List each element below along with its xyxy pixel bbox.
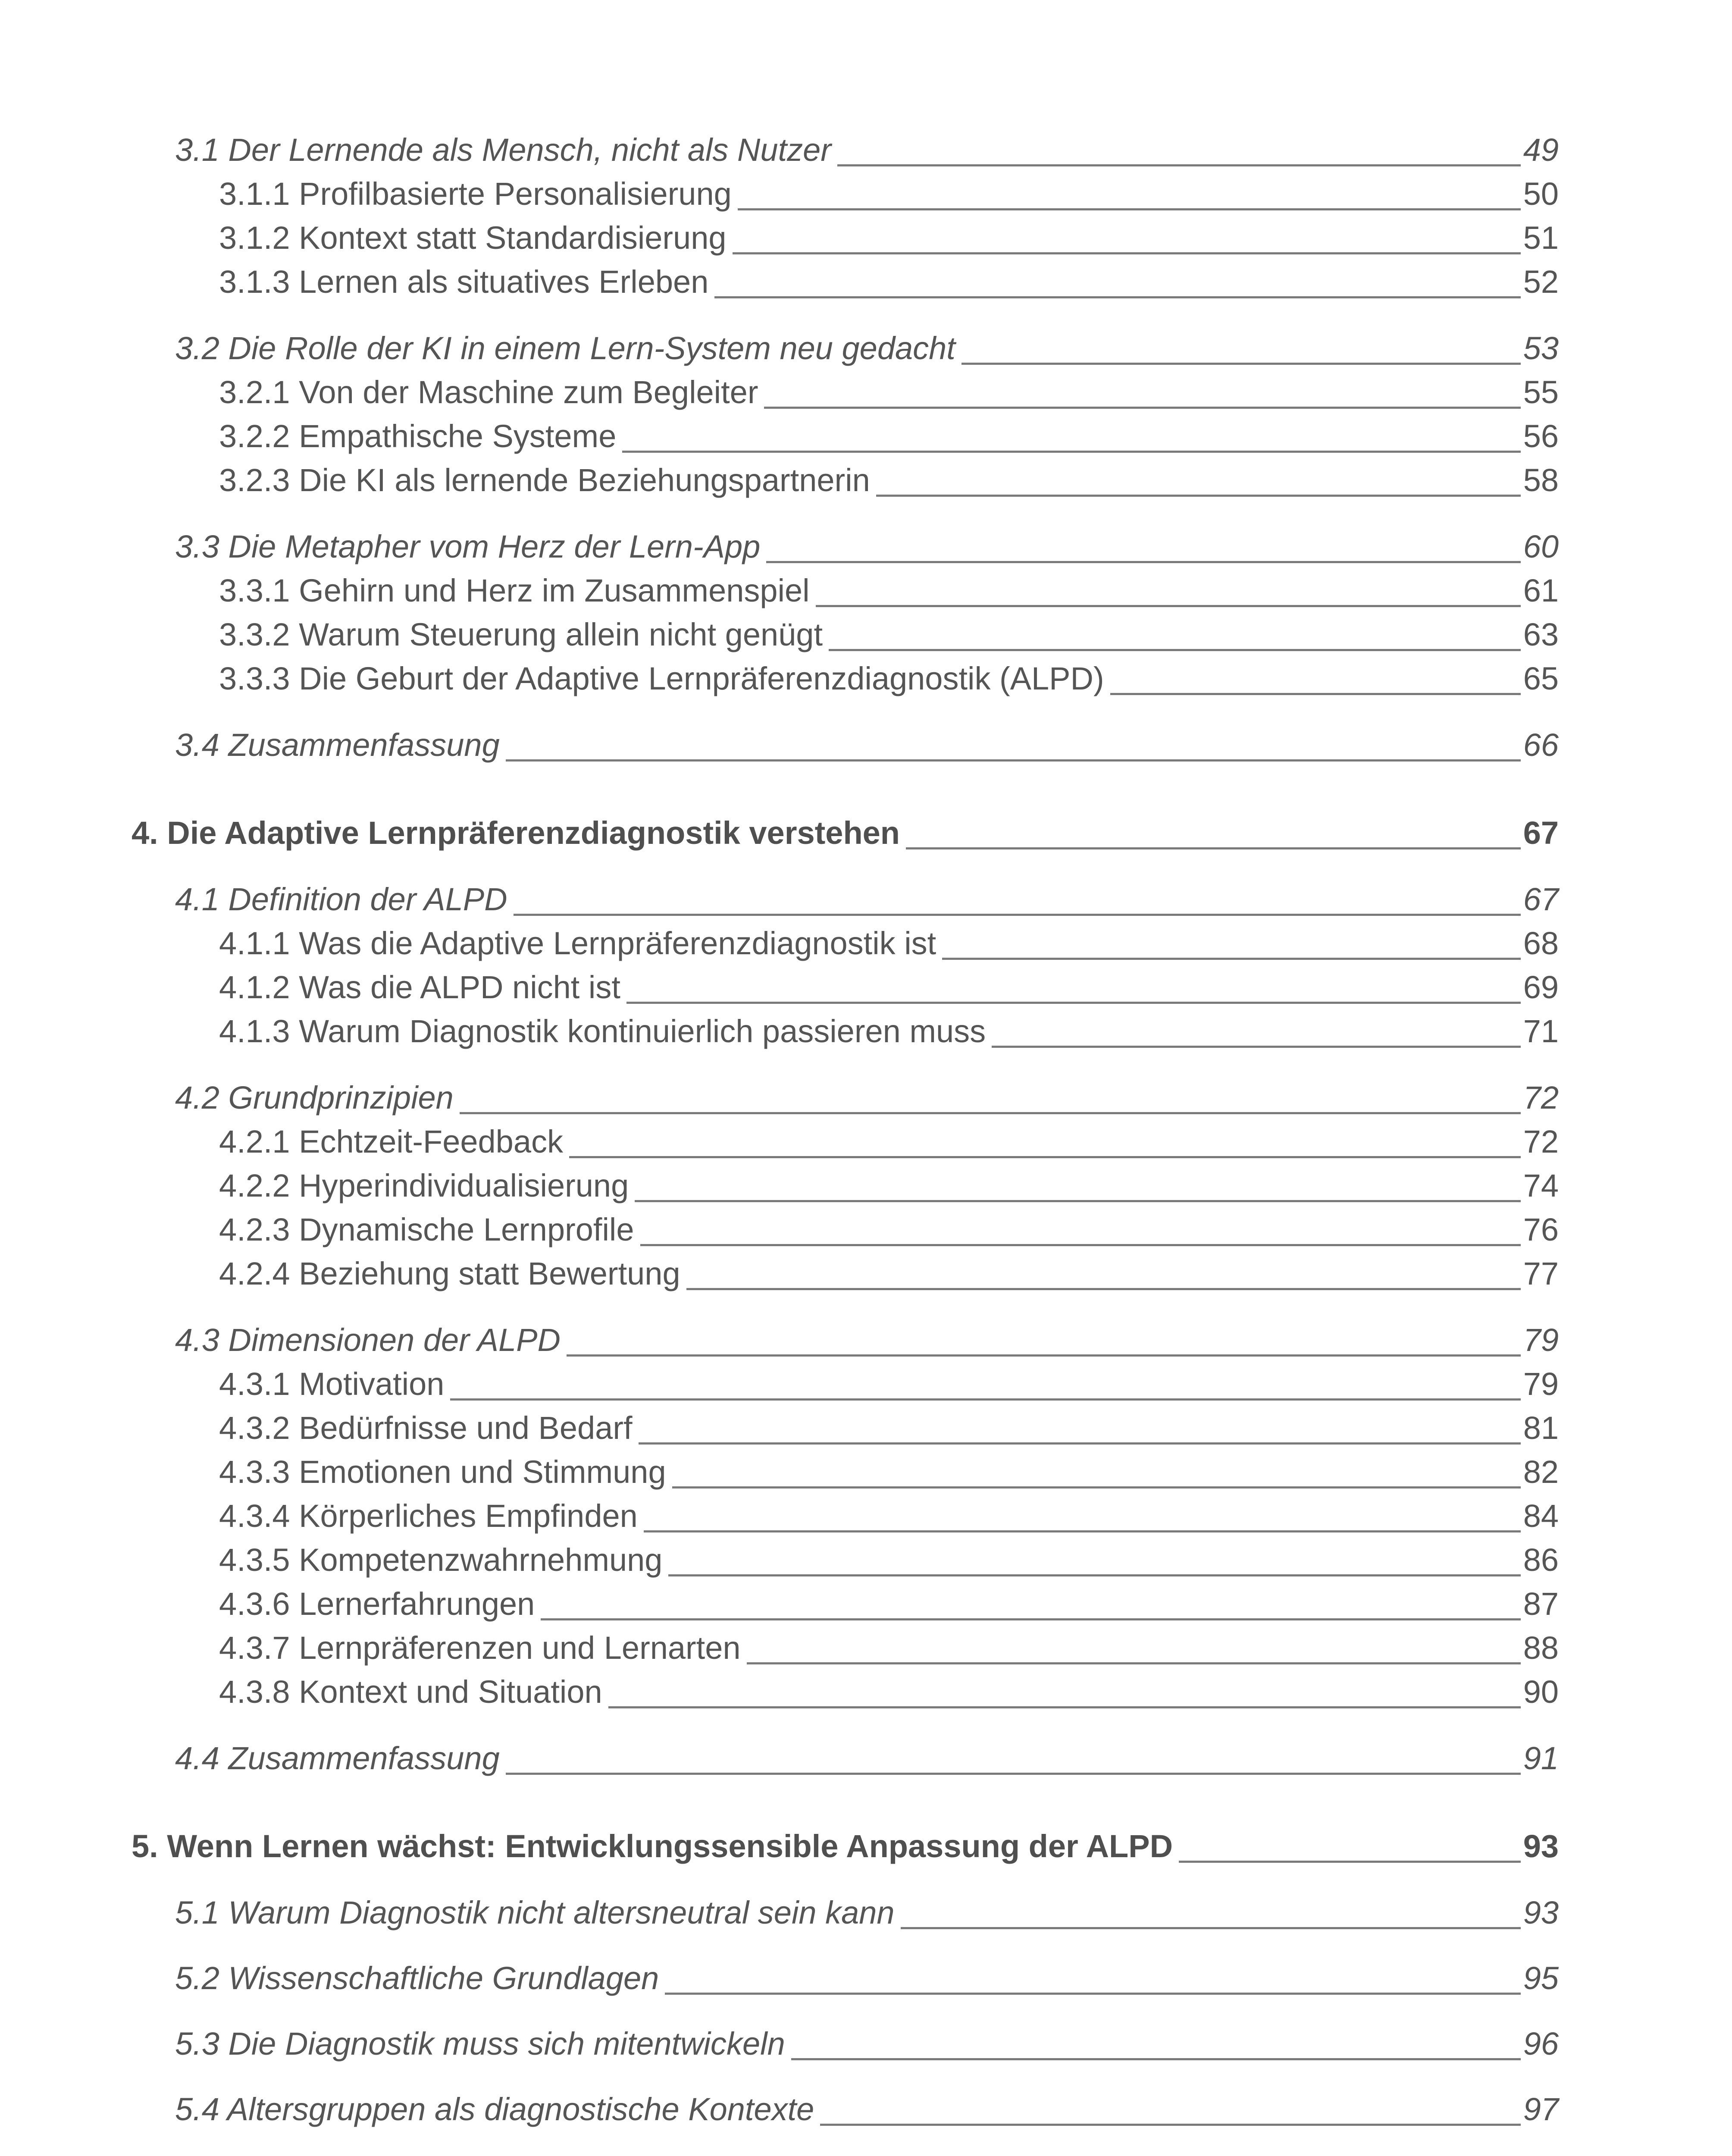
toc-section-entry bbox=[0, 2087, 1732, 2132]
toc-entry-title: 4.3.1 Motivation bbox=[219, 1362, 450, 1407]
toc-subsection-entry bbox=[0, 1362, 1732, 1407]
toc-entry-title: 4.1.1 Was die Adaptive Lernpräferenzdiagnostik ist bbox=[219, 921, 942, 966]
toc-entry-title: 4.1.3 Warum Diagnostik kontinuierlich passieren muss bbox=[219, 1009, 992, 1054]
toc-entry-page: 58 bbox=[1523, 462, 1559, 498]
toc-entry-page: 81 bbox=[1523, 1410, 1559, 1446]
toc-entry-page: 74 bbox=[1523, 1168, 1559, 1203]
toc-entry-page: 66 bbox=[1523, 727, 1559, 763]
toc-entry-title: 4.2.2 Hyperindividualisierung bbox=[219, 1163, 635, 1208]
toc-entry-title: 4.3.7 Lernpräferenzen und Lernarten bbox=[219, 1626, 747, 1670]
toc-section-entry bbox=[0, 877, 1732, 922]
toc-entry-page: 82 bbox=[1523, 1454, 1559, 1490]
toc-entry-page: 97 bbox=[1523, 2091, 1559, 2127]
toc-entry-page: 79 bbox=[1523, 1322, 1559, 1358]
toc-entry-title: 5.2 Wissenschaftliche Grundlagen bbox=[175, 1956, 665, 2001]
toc-subsection-entry bbox=[0, 1009, 1732, 1054]
toc-entry-page: 86 bbox=[1523, 1542, 1559, 1578]
toc-subsection-entry bbox=[0, 1207, 1732, 1252]
toc-entry-page: 96 bbox=[1523, 2026, 1559, 2062]
toc-subsection-entry bbox=[0, 1450, 1732, 1495]
toc-entry-page: 72 bbox=[1523, 1124, 1559, 1159]
toc-entry-page: 53 bbox=[1523, 330, 1559, 366]
toc-entry-title: 3.3.2 Warum Steuerung allein nicht genügt bbox=[219, 612, 829, 657]
toc-entry-title: 4.2.1 Echtzeit-Feedback bbox=[219, 1119, 569, 1164]
toc-section-entry bbox=[0, 128, 1732, 172]
toc-entry-title: 3.3 Die Metapher vom Herz der Lern-App bbox=[175, 524, 766, 569]
toc-entry-title: 4.2 Grundprinzipien bbox=[175, 1075, 460, 1120]
toc-section-entry bbox=[0, 2153, 1732, 2156]
toc-subsection-entry bbox=[0, 1582, 1732, 1626]
toc-entry-title: 4.3.5 Kompetenzwahrnehmung bbox=[219, 1538, 668, 1583]
toc-subsection-entry bbox=[0, 1119, 1732, 1164]
toc-entry-title: 3.3.3 Die Geburt der Adaptive Lernpräferenzdiagnostik (ALPD) bbox=[219, 656, 1110, 701]
toc-entry-page: 90 bbox=[1523, 1674, 1559, 1710]
toc-entry-title: 4. Die Adaptive Lernpräferenzdiagnostik verstehen bbox=[132, 811, 906, 856]
toc-section-entry bbox=[0, 1318, 1732, 1363]
toc-section-entry bbox=[0, 2021, 1732, 2066]
toc-entry-title: 3.2.1 Von der Maschine zum Begleiter bbox=[219, 370, 764, 415]
toc-entry-title: 3.1.3 Lernen als situatives Erleben bbox=[219, 260, 714, 304]
toc-chapter-entry bbox=[0, 811, 1732, 856]
toc-section-entry bbox=[0, 723, 1732, 768]
toc-entry-page: 55 bbox=[1523, 374, 1559, 410]
toc-entry-title: 4.1.2 Was die ALPD nicht ist bbox=[219, 965, 626, 1010]
toc-section-entry bbox=[0, 1075, 1732, 1120]
toc-entry-page: 69 bbox=[1523, 969, 1559, 1005]
toc-section-entry bbox=[0, 326, 1732, 371]
toc-subsection-entry bbox=[0, 965, 1732, 1010]
toc-entry-page: 50 bbox=[1523, 176, 1559, 212]
toc-subsection-entry bbox=[0, 172, 1732, 216]
toc-entry-title: 3.4 Zusammenfassung bbox=[175, 723, 506, 768]
toc-entry-page: 79 bbox=[1523, 1366, 1559, 1402]
toc-entry-title: 4.3.8 Kontext und Situation bbox=[219, 1670, 608, 1714]
toc-subsection-entry bbox=[0, 1251, 1732, 1296]
toc-entry-title: 5.3 Die Diagnostik muss sich mitentwickeln bbox=[175, 2021, 791, 2066]
toc-entry-page: 52 bbox=[1523, 264, 1559, 300]
toc-entry-page: 72 bbox=[1523, 1080, 1559, 1116]
toc-entry-page: 87 bbox=[1523, 1586, 1559, 1622]
toc-subsection-entry bbox=[0, 458, 1732, 503]
toc-entry-title: 5. Wenn Lernen wächst: Entwicklungssensible Anpassung der ALPD bbox=[132, 1824, 1179, 1869]
toc-subsection-entry bbox=[0, 1670, 1732, 1714]
toc-entry-page: 61 bbox=[1523, 573, 1559, 608]
toc-subsection-entry bbox=[0, 370, 1732, 415]
toc-subsection-entry bbox=[0, 568, 1732, 613]
toc-entry-page: 76 bbox=[1523, 1212, 1559, 1247]
toc-entry-page: 77 bbox=[1523, 1256, 1559, 1291]
toc-entry-title: 4.2.3 Dynamische Lernprofile bbox=[219, 1207, 640, 1252]
toc-subsection-entry bbox=[0, 921, 1732, 966]
toc-entry-title: 4.4 Zusammenfassung bbox=[175, 1736, 506, 1781]
toc-entry-title: 3.2 Die Rolle der KI in einem Lern-System neu gedacht bbox=[175, 326, 962, 371]
toc-entry-page: 51 bbox=[1523, 220, 1559, 256]
toc-subsection-entry bbox=[0, 612, 1732, 657]
toc-subsection-entry bbox=[0, 1538, 1732, 1583]
toc-entry-title: 4.3.3 Emotionen und Stimmung bbox=[219, 1450, 672, 1495]
toc-entry-title: 4.3.2 Bedürfnisse und Bedarf bbox=[219, 1406, 639, 1451]
toc-section-entry bbox=[0, 1890, 1732, 1935]
toc-section-entry bbox=[0, 1736, 1732, 1781]
toc-entry-page: 68 bbox=[1523, 925, 1559, 961]
toc-entry-page: 49 bbox=[1523, 132, 1559, 168]
toc-section-entry bbox=[0, 1956, 1732, 2001]
toc-entry-page: 88 bbox=[1523, 1630, 1559, 1666]
toc-subsection-entry bbox=[0, 216, 1732, 260]
toc-entry-title: 3.2.2 Empathische Systeme bbox=[219, 414, 622, 459]
toc-entry-title: 3.1 Der Lernende als Mensch, nicht als Nutzer bbox=[175, 128, 837, 172]
toc-entry-page: 67 bbox=[1523, 881, 1559, 917]
toc-subsection-entry bbox=[0, 656, 1732, 701]
toc-entry-page: 60 bbox=[1523, 529, 1559, 564]
toc-entry-page: 63 bbox=[1523, 617, 1559, 652]
toc-section-entry bbox=[0, 524, 1732, 569]
toc-entry-title: 4.3.4 Körperliches Empfinden bbox=[219, 1494, 644, 1539]
toc-entry-title: 5.4 Altersgruppen als diagnostische Kontexte bbox=[175, 2087, 820, 2132]
toc-subsection-entry bbox=[0, 1494, 1732, 1539]
toc-entry-page: 93 bbox=[1523, 1895, 1559, 1930]
toc-subsection-entry bbox=[0, 260, 1732, 304]
toc-entry-title bbox=[175, 2153, 874, 2156]
toc-subsection-entry bbox=[0, 1163, 1732, 1208]
toc-entry-title: 5.1 Warum Diagnostik nicht altersneutral sein kann bbox=[175, 1890, 901, 1935]
toc-entry-title: 4.2.4 Beziehung statt Bewertung bbox=[219, 1251, 686, 1296]
toc-entry-page: 91 bbox=[1523, 1740, 1559, 1776]
toc-entry-page: 71 bbox=[1523, 1013, 1559, 1049]
toc-entry-title: 3.1.1 Profilbasierte Personalisierung bbox=[219, 172, 738, 216]
toc-entry-title: 3.3.1 Gehirn und Herz im Zusammenspiel bbox=[219, 568, 816, 613]
toc-entry-page bbox=[1491, 2153, 1544, 2156]
toc-entry-page: 67 bbox=[1523, 815, 1559, 851]
toc-entry-title: 4.1 Definition der ALPD bbox=[175, 877, 514, 922]
toc-entry-page: 84 bbox=[1523, 1498, 1559, 1534]
toc-subsection-entry bbox=[0, 1626, 1732, 1670]
toc-entry-title: 4.3 Dimensionen der ALPD bbox=[175, 1318, 567, 1363]
toc-entry-page: 65 bbox=[1523, 661, 1559, 696]
toc-entry-title: 4.3.6 Lernerfahrungen bbox=[219, 1582, 541, 1626]
toc-entry-title: 3.1.2 Kontext statt Standardisierung bbox=[219, 216, 733, 260]
toc-entry-page: 56 bbox=[1523, 418, 1559, 454]
toc-entry-title: 3.2.3 Die KI als lernende Beziehungspartnerin bbox=[219, 458, 876, 503]
toc-chapter-entry bbox=[0, 1824, 1732, 1869]
toc-subsection-entry bbox=[0, 1406, 1732, 1451]
toc-subsection-entry bbox=[0, 414, 1732, 459]
toc-entry-page: 93 bbox=[1523, 1828, 1559, 1864]
toc-entry-page: 95 bbox=[1523, 1960, 1559, 1996]
